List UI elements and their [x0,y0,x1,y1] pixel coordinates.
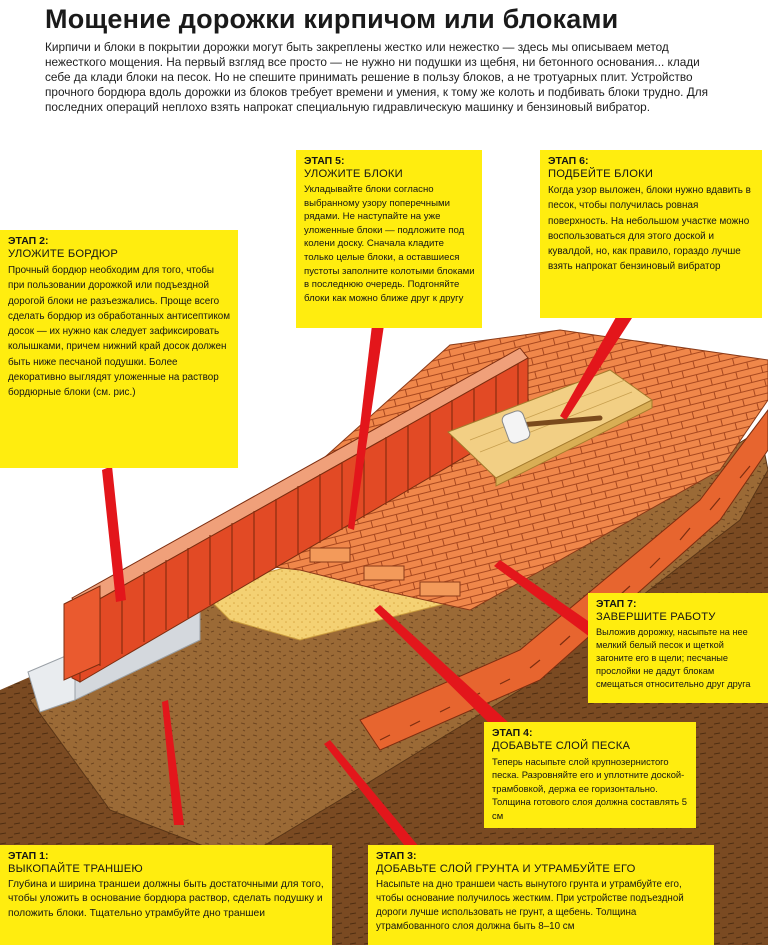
step-3-text: Насыпьте на дно траншеи часть вынутого грунта и утрамбуйте его, чтобы основание получилось жестким. При устройстве подъездной дороги лучше использовать не грунт, а щебень. Толщина утрамбованного слоя должна быть 8–10 см [376,879,684,932]
step-5-text: Укладывайте блоки согласно выбранному узору поперечными рядами. Не наступайте на уже уложенные блоки — подложите под колени доску. Сначала кладите только целые блоки, а оставшиеся пустоты заполните колотыми блоками в последнюю очередь. Подгоняйте блоки как можно ближе друг к другу [304,184,475,304]
step-7-stage: ЭТАП 7: [596,598,637,610]
step-1-text: Глубина и ширина траншеи должны быть достаточными для того, чтобы уложить в основание бордюра раствор, сделать подушку и положить блоки. Тщательно утрамбуйте дно траншеи [8,879,324,919]
step-2-stage: ЭТАП 2: [8,235,49,247]
step-6-stage: ЭТАП 6: [548,155,589,167]
step-3-heading: ДОБАВЬТЕ СЛОЙ ГРУНТА И УТРАМБУЙТЕ ЕГО [376,863,636,875]
step-2-heading: УЛОЖИТЕ БОРДЮР [8,248,119,260]
step-1-box [0,845,332,945]
step-7-box [588,593,768,703]
step-5-box [296,150,482,328]
step-4-heading: ДОБАВЬТЕ СЛОЙ ПЕСКА [492,740,631,752]
step-6-text: Когда узор выложен, блоки нужно вдавить в песок, чтобы получилась ровная поверхность. На небольшом участке можно воспользоваться для этого доской и кувалдой, но, как правило, гораздо лучше взять напрокат бензиновый вибратор [548,185,751,273]
step-6-heading: ПОДБЕЙТЕ БЛОКИ [548,168,654,180]
step-4-text: Теперь насыпьте слой крупнозернистого песка. Разровняйте его и уплотните доской-трамбовкой, держа ее горизонтально. Толщина готового слоя должна составлять 5 см [492,756,687,821]
step-1-heading: ВЫКОПАЙТЕ ТРАНШЕЮ [8,863,143,875]
step-7-text: Выложив дорожку, насыпьте на нее мелкий белый песок и щеткой загоните его в щели; песчаные прослойки не дадут блокам смещаться относительно друг друга [596,627,751,689]
step-2-text: Прочный бордюр необходим для того, чтобы при пользовании дорожкой или подъездной дорогой блоки не разъезжались. Проще всего сделать бордюр из обработанных антисептиком досок — их нужно как следует зафиксировать колышками, причем нижний край досок должен быть ниже песчаной подушки. Более декоративно выглядят уложенные на раствор бордюрные блоки (см. рис.) [8,265,231,399]
step-1-stage: ЭТАП 1: [8,850,49,862]
step-6-box [540,150,762,318]
step-4-box [484,722,696,828]
intro-paragraph: Кирпичи и блоки в покрытии дорожки могут быть закреплены жестко или нежестко — здесь мы описываем метод нежесткого мощения. На первый взгляд все просто — не нужно ни подушки из щебня, ни бетонного основания... клади себе да клади блоки на песок. Но не спешите принимать решение в пользу блоков, а не тротуарных плит. Устройство прочного бордюра вдоль дорожки из блоков требует времени и умения, к тому же колоть и подбивать блоки трудно. Для последних операций неплохо взять напрокат специальную гидравлическую машинку и бензиновый вибратор. [45,40,709,114]
step-2-box [0,230,238,468]
step-3-box [368,845,714,945]
step-7-heading: ЗАВЕРШИТЕ РАБОТУ [596,611,716,623]
page-title: Мощение дорожки кирпичом или блоками [45,4,619,34]
step-5-stage: ЭТАП 5: [304,155,345,167]
step-5-heading: УЛОЖИТЕ БЛОКИ [304,168,403,180]
step-3-stage: ЭТАП 3: [376,850,417,862]
step-4-stage: ЭТАП 4: [492,727,533,739]
